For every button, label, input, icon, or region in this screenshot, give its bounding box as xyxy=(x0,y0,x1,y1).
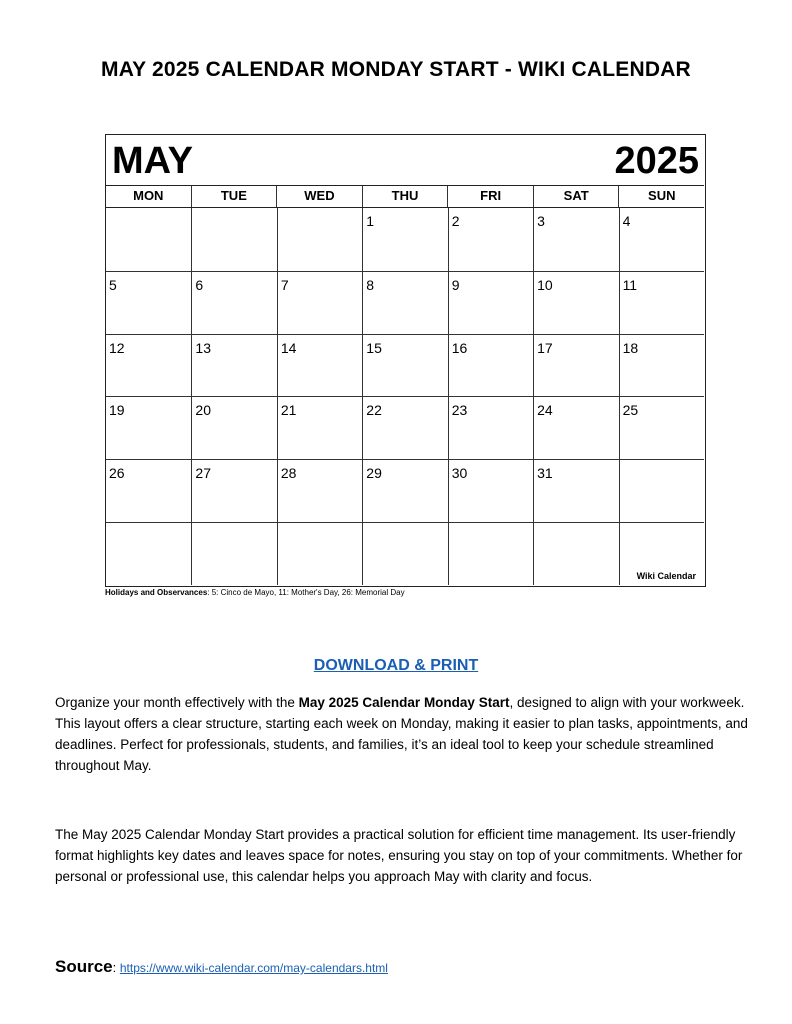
calendar-day-cell xyxy=(533,396,618,459)
day-number: 8 xyxy=(366,276,375,293)
calendar-day-cell xyxy=(277,522,362,585)
calendar-day-cell xyxy=(619,334,704,397)
download-print-link[interactable]: DOWNLOAD & PRINT xyxy=(313,657,479,674)
day-number: 16 xyxy=(451,339,468,356)
day-number: 6 xyxy=(195,276,204,293)
day-number: 5 xyxy=(109,276,117,293)
intro-paragraph xyxy=(55,692,755,776)
calendar-day-cell xyxy=(533,208,618,271)
calendar-year: 2025 xyxy=(614,140,699,182)
calendar-day-cell xyxy=(362,396,447,459)
weekday-header: THU xyxy=(362,186,448,207)
calendar-day-cell xyxy=(191,459,276,522)
day-number: 15 xyxy=(366,339,382,356)
weekday-header: SAT xyxy=(533,186,619,207)
day-number: 18 xyxy=(622,339,639,356)
day-number: 2 xyxy=(451,213,460,229)
holidays-label: Holidays and Observances xyxy=(105,588,208,597)
source-label: Source xyxy=(55,957,113,976)
day-number: 17 xyxy=(537,339,553,356)
calendar-day-cell xyxy=(362,271,447,334)
day-number: 1 xyxy=(366,213,375,229)
page-title: MAY 2025 CALENDAR MONDAY START - WIKI CALENDAR xyxy=(101,58,691,81)
calendar-day-cell xyxy=(448,271,533,334)
calendar-day-cell xyxy=(106,522,191,585)
day-number: 30 xyxy=(451,465,468,482)
calendar-day-cell xyxy=(277,396,362,459)
day-number: 4 xyxy=(622,213,631,229)
calendar-day-cell xyxy=(448,459,533,522)
day-number: 23 xyxy=(451,402,468,419)
calendar-day-cell xyxy=(191,522,276,585)
second-paragraph: The May 2025 Calendar Monday Start provides a practical solution for efficient time management. Its user-friendly format highlights key dates and leaves space for notes, ensuring you stay on top of your commitments. Whether for personal or professional use, this calendar helps you approach May with clarity and focus. xyxy=(55,827,743,884)
holidays-text: : 5: Cinco de Mayo, 11: Mother's Day, 26: Memorial Day xyxy=(207,588,405,597)
day-number: 12 xyxy=(109,339,125,356)
calendar-month: MAY xyxy=(112,140,193,182)
day-number: 28 xyxy=(280,465,297,482)
holidays-note xyxy=(105,588,405,597)
calendar-day-cell xyxy=(362,334,447,397)
calendar-day-cell xyxy=(448,522,533,585)
calendar-day-cell xyxy=(191,208,276,271)
day-number: 14 xyxy=(280,339,297,356)
intro-text-start: Organize your month effectively with the xyxy=(55,695,299,710)
source-link[interactable]: https://www.wiki-calendar.com/may-calendars.html xyxy=(119,961,388,975)
calendar-image xyxy=(105,134,706,587)
calendar-day-cell xyxy=(191,396,276,459)
calendar-day-cell xyxy=(106,271,191,334)
day-number: 11 xyxy=(622,276,638,293)
weekday-header: TUE xyxy=(191,186,277,207)
calendar-day-cell xyxy=(277,334,362,397)
source-separator: : xyxy=(112,960,120,975)
day-number: 20 xyxy=(195,402,211,419)
calendar-day-cell xyxy=(619,522,704,585)
calendar-day-cell xyxy=(619,208,704,271)
calendar-brand: Wiki Calendar xyxy=(636,570,696,581)
calendar-day-cell xyxy=(533,522,618,585)
day-number: 3 xyxy=(537,213,545,229)
calendar-day-cell xyxy=(277,459,362,522)
calendar-day-cell xyxy=(533,271,618,334)
calendar-day-cell xyxy=(277,271,362,334)
day-number: 19 xyxy=(109,402,125,419)
calendar-day-cell xyxy=(619,271,704,334)
calendar-day-cell xyxy=(533,334,618,397)
calendar-day-cell xyxy=(191,334,276,397)
calendar-day-cell xyxy=(106,208,191,271)
day-number: 27 xyxy=(195,465,211,482)
calendar-day-cell xyxy=(448,396,533,459)
day-number: 31 xyxy=(537,465,553,482)
calendar-day-cell xyxy=(106,334,191,397)
intro-text-end: , designed to align with your workweek. This layout offers a clear structure, starting each week on Monday, making it easier to plan tasks, appointments, and deadlines. Perfect for professionals, students, and families, it’s an ideal tool to keep your schedule streamlined throughout May. xyxy=(55,695,748,773)
weekday-header-row xyxy=(106,185,704,208)
calendar-day-cell xyxy=(619,396,704,459)
weekday-header: WED xyxy=(276,186,362,207)
calendar-day-cell xyxy=(277,208,362,271)
calendar-day-cell xyxy=(362,459,447,522)
calendar-day-cell xyxy=(619,459,704,522)
calendar-day-cell xyxy=(191,271,276,334)
day-number: 26 xyxy=(109,465,125,482)
day-number: 7 xyxy=(280,276,289,293)
calendar-day-cell xyxy=(362,208,447,271)
calendar-day-cell xyxy=(362,522,447,585)
day-number: 22 xyxy=(366,402,382,419)
day-number: 29 xyxy=(366,465,382,482)
day-number: 25 xyxy=(622,402,639,419)
day-number: 13 xyxy=(195,339,211,356)
calendar-day-cell xyxy=(533,459,618,522)
source-line xyxy=(55,957,388,977)
calendar-day-cell xyxy=(106,396,191,459)
calendar-day-cell xyxy=(448,334,533,397)
calendar-grid xyxy=(106,208,704,585)
weekday-header: MON xyxy=(133,188,164,203)
calendar-day-cell xyxy=(106,459,191,522)
calendar-day-cell xyxy=(448,208,533,271)
weekday-header: FRI xyxy=(447,186,533,207)
day-number: 24 xyxy=(537,402,553,419)
intro-text-bold: May 2025 Calendar Monday Start xyxy=(298,695,510,710)
day-number: 10 xyxy=(537,276,553,293)
weekday-header: SUN xyxy=(618,186,704,207)
day-number: 21 xyxy=(280,402,297,419)
day-number: 9 xyxy=(451,276,460,293)
